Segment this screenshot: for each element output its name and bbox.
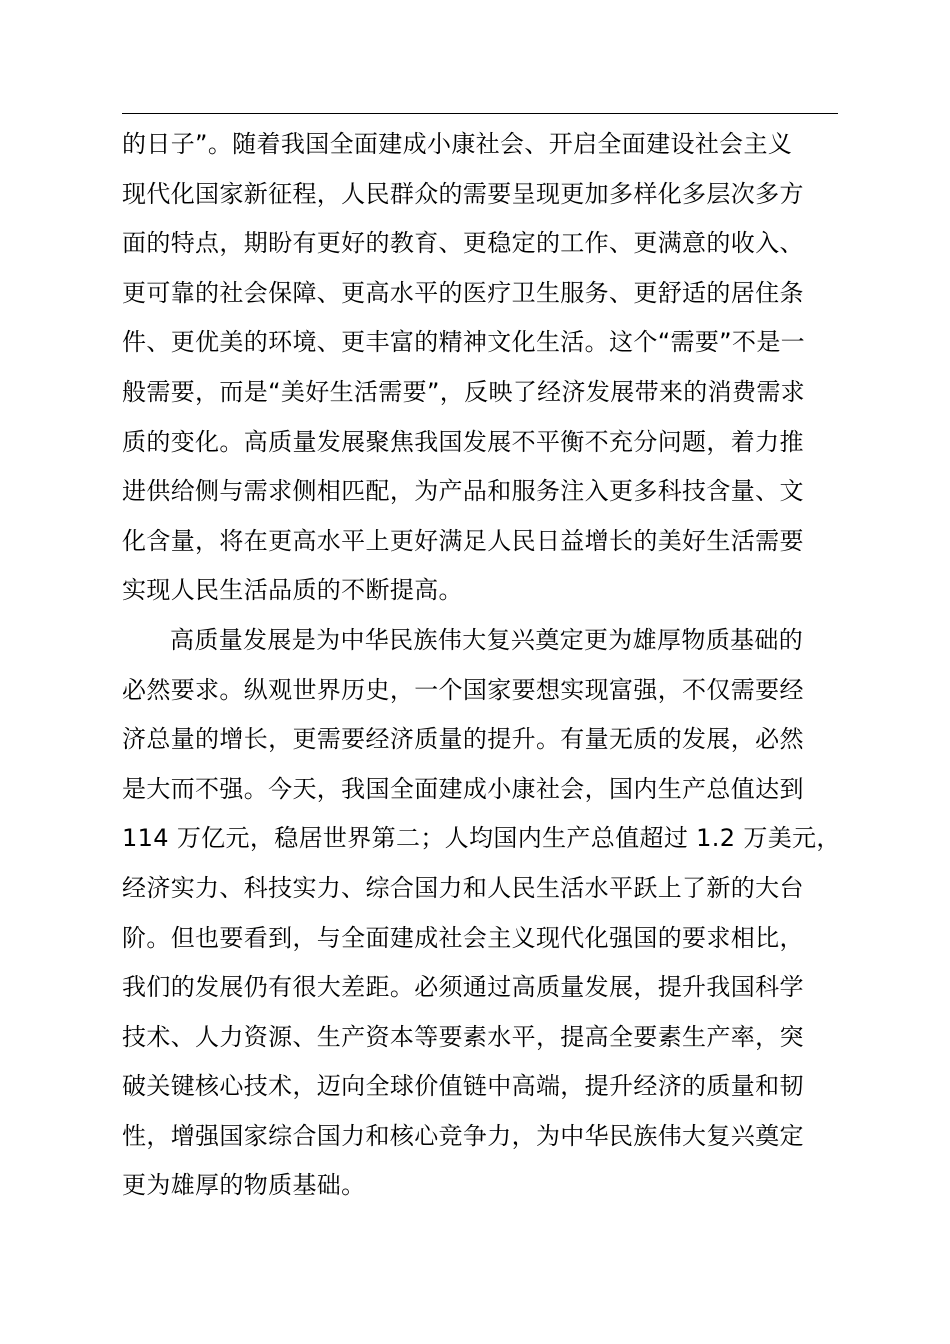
paragraph-first-line: 高质量发展是为中华民族伟大复兴奠定更为雄厚物质基础的 — [170, 625, 804, 654]
text-line: 济总量的增长，更需要经济质量的提升。有量无质的发展，必然 — [122, 725, 804, 754]
text-line: 化含量，将在更高水平上更好满足人民日益增长的美好生活需要 — [122, 526, 804, 555]
text-line: 经济实力、科技实力、综合国力和人民生活水平跃上了新的大台 — [122, 873, 804, 902]
text-line: 质的变化。高质量发展聚焦我国发展不平衡不充分问题，着力推 — [122, 427, 804, 456]
text-line: 实现人民生活品质的不断提高。 — [122, 576, 463, 605]
text-line: 是大而不强。今天，我国全面建成小康社会，国内生产总值达到 — [122, 774, 804, 803]
text-line: 现代化国家新征程，人民群众的需要呈现更加多样化多层次多方 — [122, 179, 804, 208]
text-line: 进供给侧与需求侧相匹配，为产品和服务注入更多科技含量、文 — [122, 477, 804, 506]
text-line: 件、更优美的环境、更丰富的精神文化生活。这个“需要”不是一 — [122, 328, 806, 357]
text-line: 阶。但也要看到，与全面建成社会主义现代化强国的要求相比， — [122, 923, 804, 952]
text-line-with-figures: 114 万亿元，稳居世界第二；人均国内生产总值超过 1.2 万美元， — [122, 824, 841, 853]
text-line: 的日子”。随着我国全面建成小康社会、开启全面建设社会主义 — [122, 130, 793, 158]
text-line: 必然要求。纵观世界历史，一个国家要想实现富强，不仅需要经 — [122, 675, 804, 704]
text-line: 更可靠的社会保障、更高水平的医疗卫生服务、更舒适的居住条 — [122, 278, 804, 307]
text-line: 性，增强国家综合国力和核心竞争力，为中华民族伟大复兴奠定 — [122, 1121, 804, 1150]
text-line: 破关键核心技术，迈向全球价值链中高端，提升经济的质量和韧 — [122, 1072, 804, 1101]
text-line: 面的特点，期盼有更好的教育、更稳定的工作、更满意的收入、 — [122, 229, 804, 258]
text-line: 我们的发展仍有很大差距。必须通过高质量发展，提升我国科学 — [122, 973, 804, 1002]
text-line: 技术、人力资源、生产资本等要素水平，提高全要素生产率，突 — [122, 1022, 804, 1051]
header-rule — [122, 113, 838, 114]
text-line: 般需要，而是“美好生活需要”，反映了经济发展带来的消费需求 — [122, 377, 806, 406]
text-line: 更为雄厚的物质基础。 — [122, 1171, 366, 1200]
body-text — [122, 120, 862, 1211]
